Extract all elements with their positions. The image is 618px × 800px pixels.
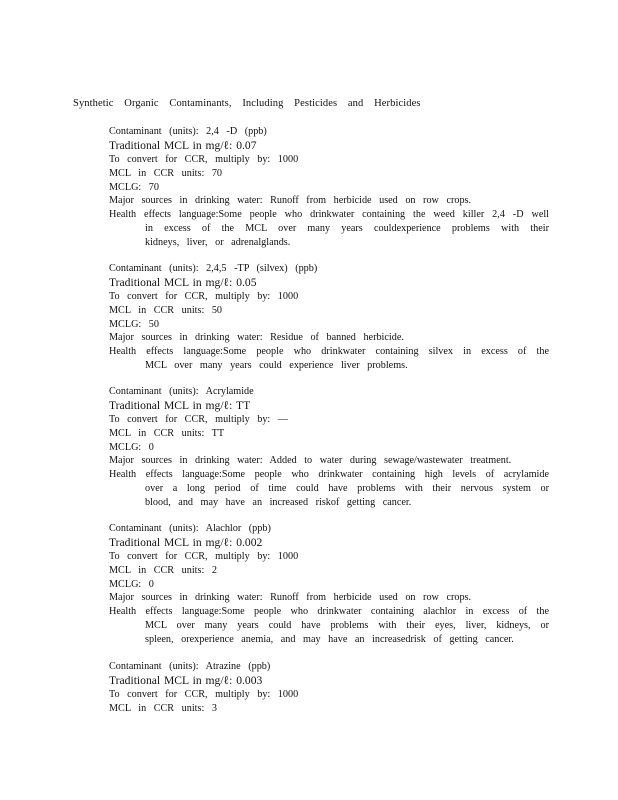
mcl-ccr-units: MCL in CCR units: 3 [109, 702, 217, 714]
convert-factor: To convert for CCR, multiply by: 1000 [109, 153, 299, 165]
convert-factor: To convert for CCR, multiply by: — [109, 413, 288, 425]
mclg: MCLG: 70 [109, 181, 159, 193]
mclg: MCLG: 0 [109, 578, 154, 590]
contaminant-entry [109, 262, 549, 373]
convert-factor: To convert for CCR, multiply by: 1000 [109, 550, 299, 562]
health-effects: Health effects language:Some people who drinkwater containing high levels of acrylamide over a long period of time could have problems with their nervous system or blood, and may have an increased riskof getting cancer. [109, 469, 549, 508]
contaminant-units: Contaminant (units): 2,4,5 -TP (silvex) (ppb) [109, 263, 318, 274]
contaminant-units: Contaminant (units): Acrylamide [109, 386, 254, 397]
contaminant-units: Contaminant (units): Alachlor (ppb) [109, 523, 271, 534]
traditional-mcl: Traditional MCL in mg/ℓ: 0.002 [109, 535, 263, 549]
contaminant-units: Contaminant (units): 2,4 -D (ppb) [109, 126, 267, 137]
contaminant-units: Contaminant (units): Atrazine (ppb) [109, 661, 271, 672]
contaminant-entry [109, 522, 549, 647]
major-sources: Major sources in drinking water: Runoff from herbicide used on row crops. [109, 195, 472, 207]
mclg: MCLG: 50 [109, 318, 159, 330]
mclg: MCLG: 0 [109, 441, 154, 453]
traditional-mcl: Traditional MCL in mg/ℓ: 0.07 [109, 138, 257, 152]
convert-factor: To convert for CCR, multiply by: 1000 [109, 290, 299, 302]
mcl-ccr-units: MCL in CCR units: TT [109, 427, 225, 439]
traditional-mcl: Traditional MCL in mg/ℓ: 0.003 [109, 673, 263, 687]
health-effects: Health effects language:Some people who drinkwater containing alachlor in excess of the MCL over many years could have problems with their eyes, liver, kidneys, or spleen, orexperience anemia, and may have an increasedrisk of getting cancer. [109, 606, 549, 645]
contaminant-entry [109, 385, 549, 510]
major-sources: Major sources in drinking water: Added to water during sewage/wastewater treatment. [109, 455, 512, 467]
section-heading: Synthetic Organic Contaminants, Including Pesticides and Herbicides [73, 98, 421, 109]
contaminant-entry [109, 660, 549, 716]
convert-factor: To convert for CCR, multiply by: 1000 [109, 688, 299, 700]
traditional-mcl: Traditional MCL in mg/ℓ: TT [109, 398, 251, 412]
major-sources: Major sources in drinking water: Runoff from herbicide used on row crops. [109, 592, 472, 604]
major-sources: Major sources in drinking water: Residue of banned herbicide. [109, 332, 404, 344]
health-effects: Health effects language:Some people who drinkwater containing silvex in excess of the MCL over many years could experience liver problems. [109, 346, 549, 371]
mcl-ccr-units: MCL in CCR units: 50 [109, 304, 223, 316]
mcl-ccr-units: MCL in CCR units: 70 [109, 167, 223, 179]
health-effects: Health effects language:Some people who drinkwater containing the weed killer 2,4 -D well in excess of the MCL over many years couldexperience problems with their kidneys, liver, or adrenalglands. [109, 209, 549, 248]
contaminant-entry [109, 125, 549, 250]
mcl-ccr-units: MCL in CCR units: 2 [109, 564, 217, 576]
traditional-mcl: Traditional MCL in mg/ℓ: 0.05 [109, 275, 257, 289]
